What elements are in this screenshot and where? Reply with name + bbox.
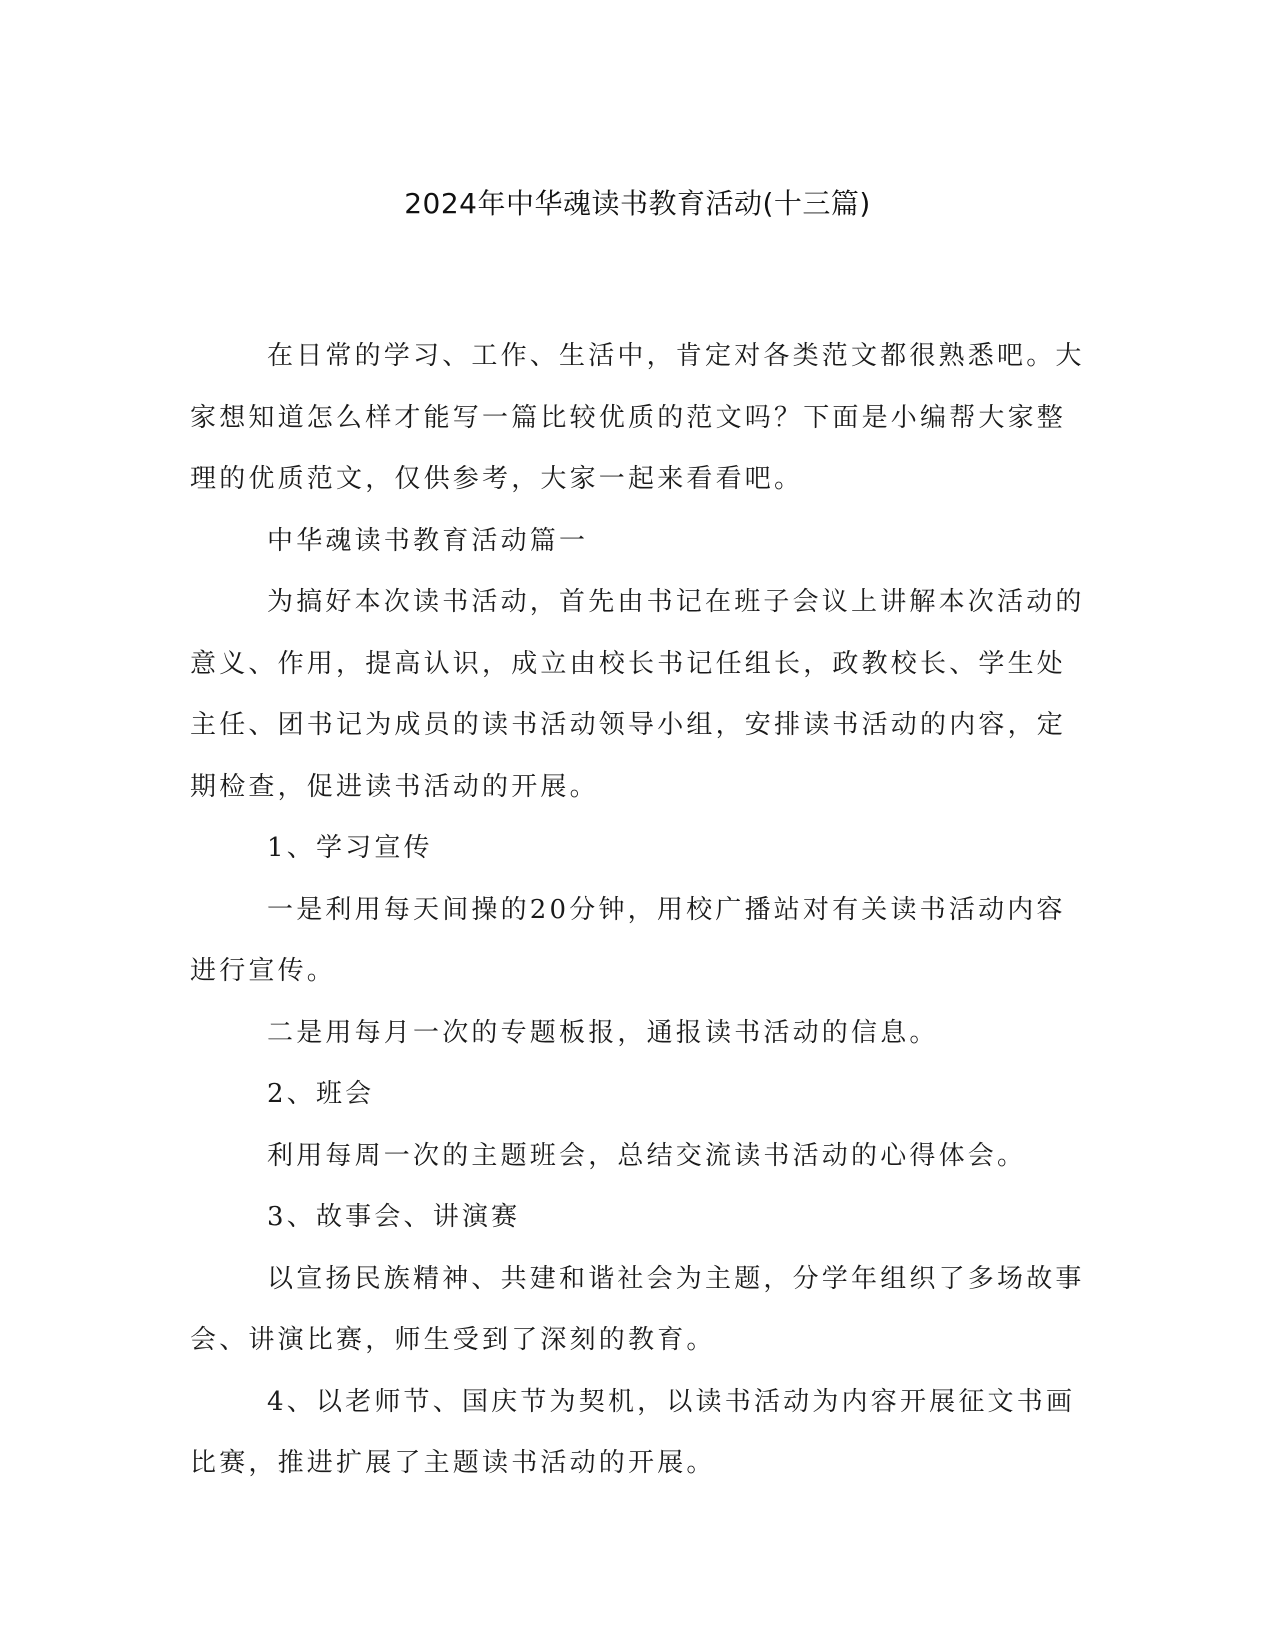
- body-paragraph: 4、以老师节、国庆节为契机，以读书活动为内容开展征文书画比赛，推进扩展了主题读书活动的开展。: [190, 1386, 1076, 1478]
- body-paragraph: 利用每周一次的主题班会，总结交流读书活动的心得体会。: [267, 1140, 1027, 1171]
- body-paragraph: 二是用每月一次的专题板报，通报读书活动的信息。: [267, 1017, 939, 1048]
- list-heading: 2、班会: [267, 1079, 375, 1109]
- document-title: 2024年中华魂读书教育活动(十三篇): [404, 187, 871, 220]
- section-heading: 中华魂读书教育活动篇一: [267, 525, 589, 556]
- body-paragraph: 为搞好本次读书活动，首先由书记在班子会议上讲解本次活动的意义、作用，提高认识，成立由校长书记任组长，政教校长、学生处主任、团书记为成员的读书活动领导小组，安排读书活动的内容，定期检查，促进读书活动的开展。: [190, 587, 1085, 802]
- intro-paragraph: 在日常的学习、工作、生活中，肯定对各类范文都很熟悉吧。大家想知道怎么样才能写一篇比较优质的范文吗？下面是小编帮大家整理的优质范文，仅供参考，大家一起来看看吧。: [190, 341, 1085, 494]
- document-body: [190, 326, 1085, 1495]
- body-paragraph: 一是利用每天间操的20分钟，用校广播站对有关读书活动内容进行宣传。: [190, 894, 1066, 986]
- list-heading: 1、学习宣传: [267, 833, 433, 863]
- body-paragraph: 以宣扬民族精神、共建和谐社会为主题，分学年组织了多场故事会、讲演比赛，师生受到了深刻的教育。: [190, 1263, 1085, 1355]
- list-heading: 3、故事会、讲演赛: [267, 1202, 521, 1232]
